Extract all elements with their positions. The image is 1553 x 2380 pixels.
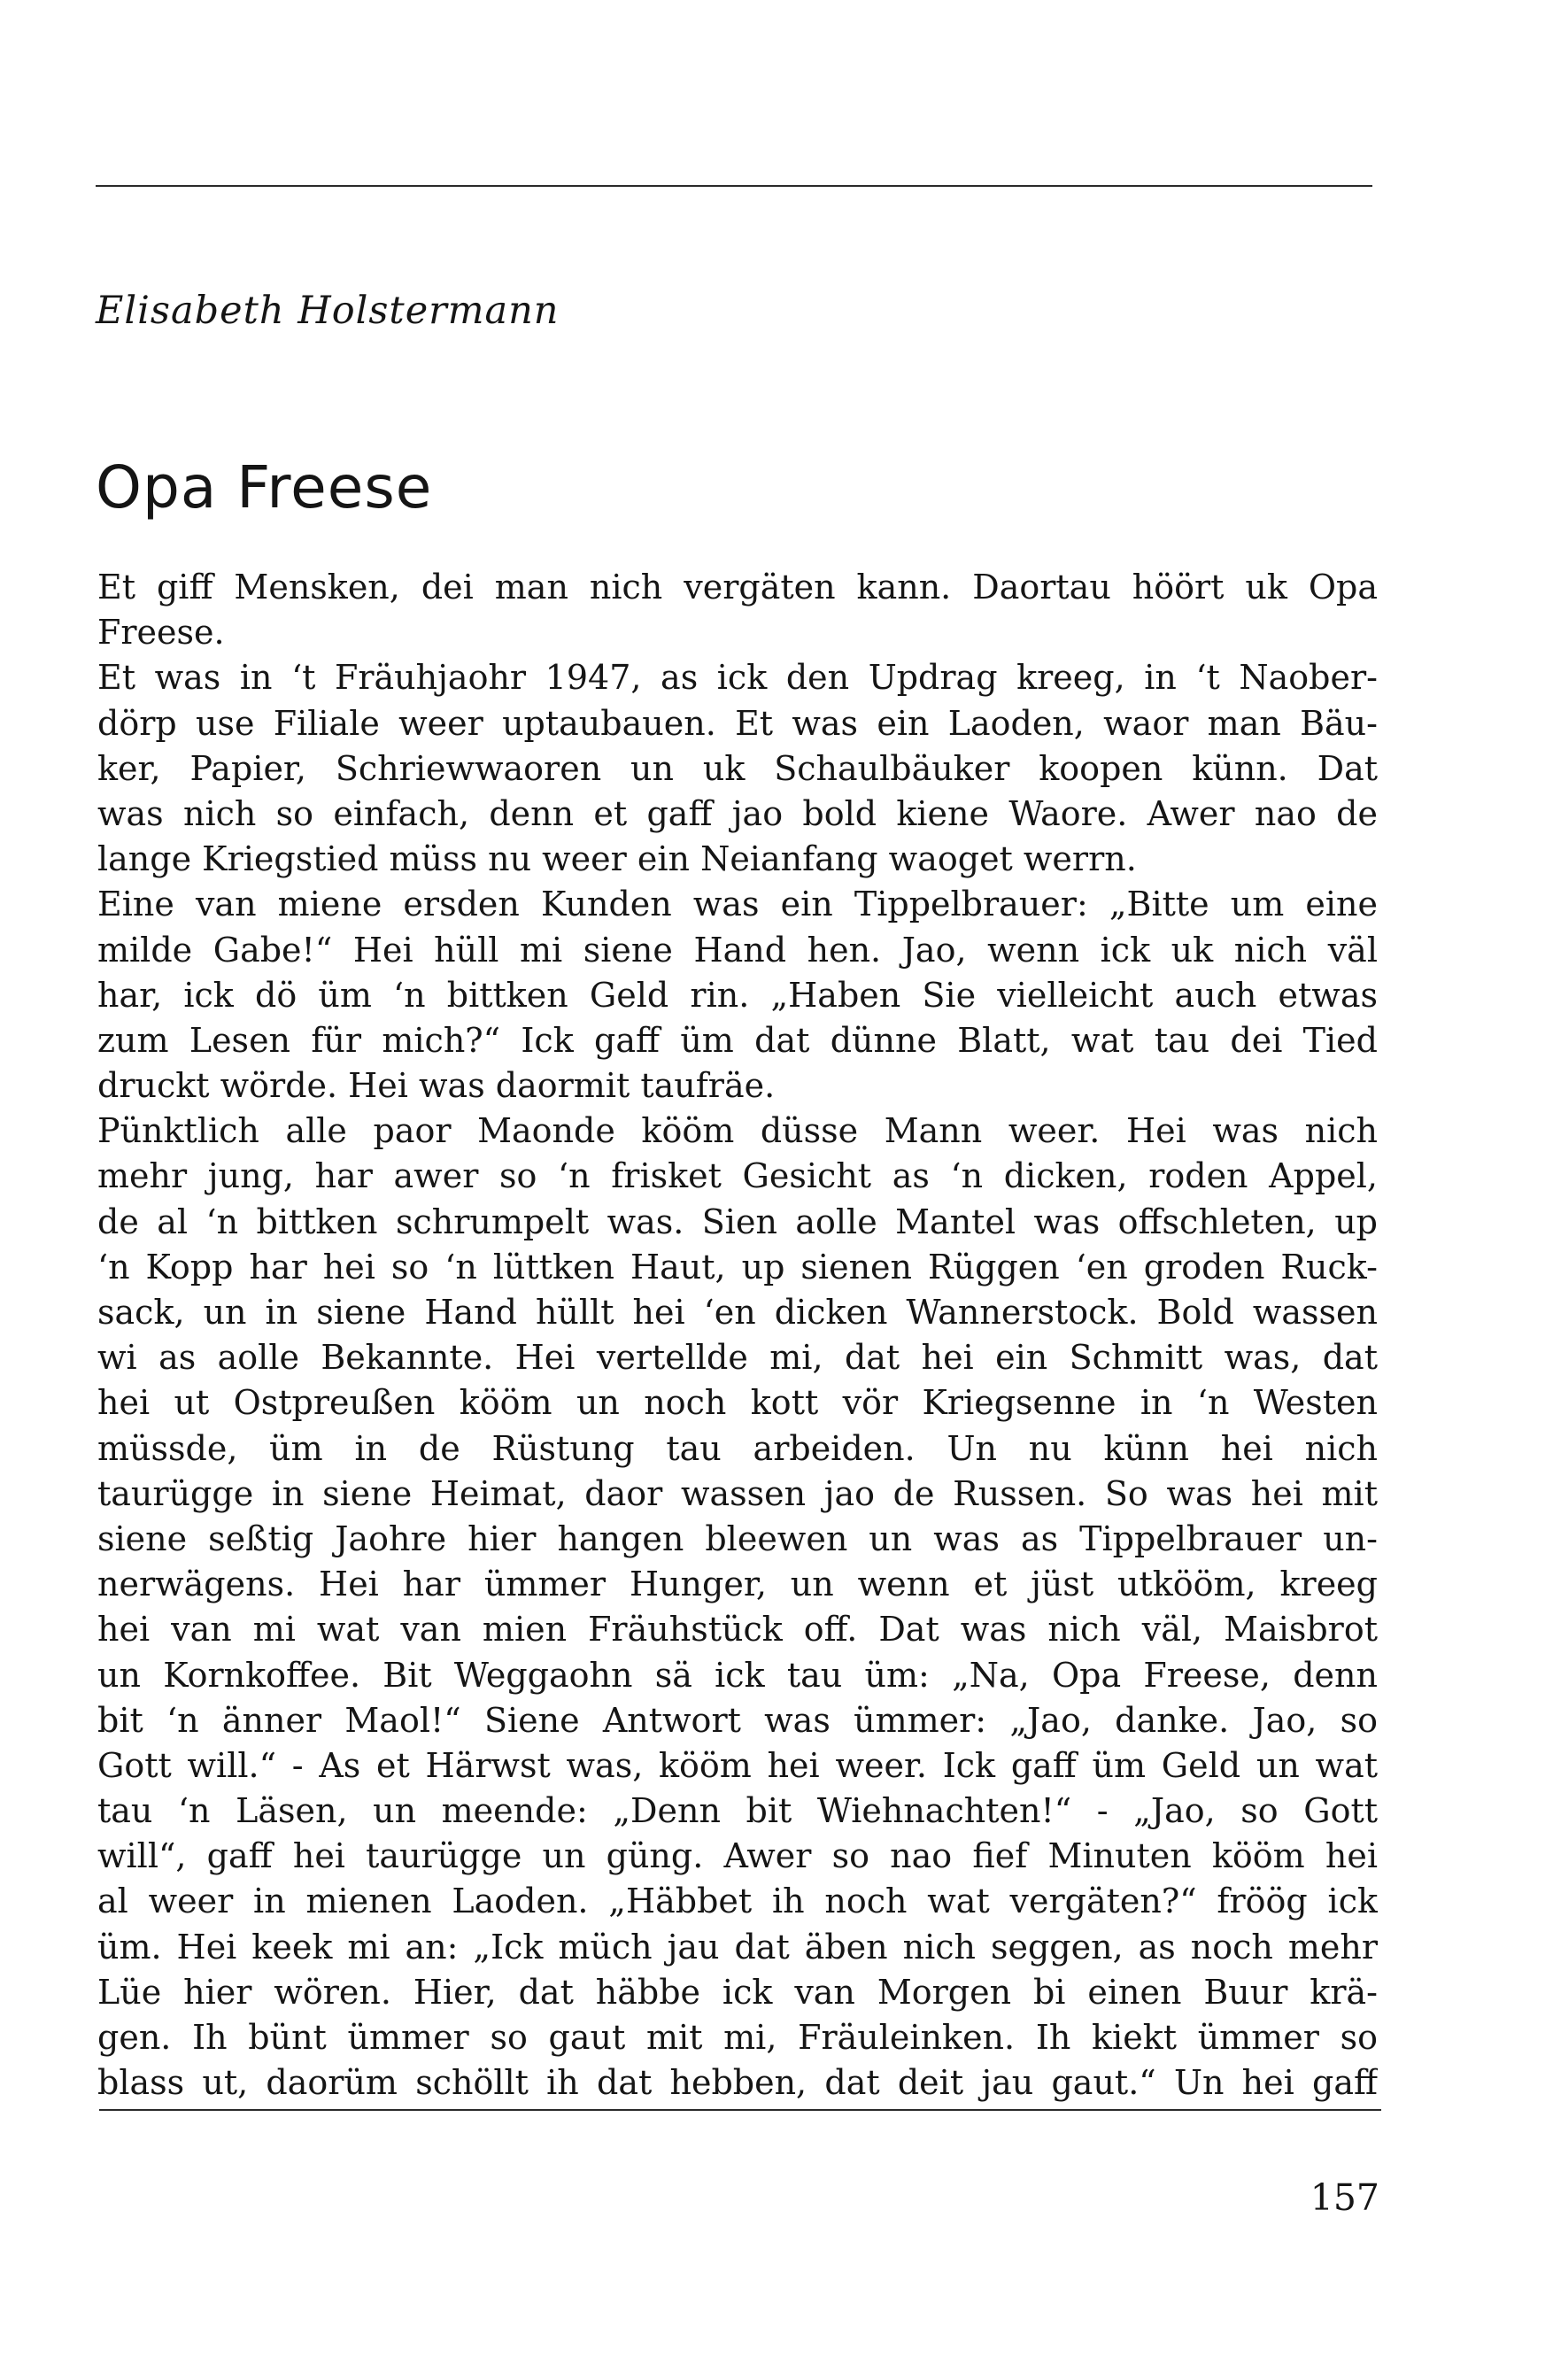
text-line: lange Kriegstied müss nu weer ein Neianfang waoget werrn. [97, 839, 1137, 879]
text-line: sack, un in siene Hand hüllt hei ‘en dicken Wannerstock. Bold wassen [97, 1293, 1378, 1332]
text-line: har, ick dö üm ‘n bittken Geld rin. „Haben Sie vielleicht auch etwas [97, 975, 1378, 1015]
text-line: hei ut Ostpreußen kööm un noch kott vör Kriegsenne in ‘n Westen [97, 1383, 1378, 1423]
text-line: Freese. [97, 613, 225, 653]
text-line: al weer in mienen Laoden. „Häbbet ih noch wat vergäten?“ fröög ick [97, 1882, 1378, 1921]
body-text [97, 565, 1378, 2106]
text-line: Lüe hier wören. Hier, dat häbbe ick van Morgen bi einen Buur krä- [97, 1972, 1378, 2012]
text-line: will“, gaff hei taurügge un güng. Awer so nao fief Minuten kööm hei [97, 1836, 1378, 1876]
text-line: taurügge in siene Heimat, daor wassen jao de Russen. So was hei mit [97, 1473, 1378, 1513]
text-line: Et giff Mensken, dei man nich vergäten kann. Daortau höört uk Opa [97, 568, 1378, 607]
text-line: gen. Ih bünt ümmer so gaut mit mi, Fräuleinken. Ih kiekt ümmer so [97, 2018, 1378, 2057]
text-line: Eine van miene ersden Kunden was ein Tippelbrauer: „Bitte um eine [97, 885, 1378, 924]
top-rule [96, 185, 1372, 187]
text-line: siene seßtig Jaohre hier hangen bleewen un was as Tippelbrauer un- [97, 1518, 1378, 1558]
author-name: Elisabeth Holstermann [96, 289, 560, 333]
text-line: blass ut, daorüm schöllt ih dat hebben, dat deit jau gaut.“ Un hei gaff [97, 2063, 1378, 2103]
text-line: nerwägens. Hei har ümmer Hunger, un wenn et jüst utkööm, kreeg [97, 1565, 1378, 1604]
text-line: was nich so einfach, denn et gaff jao bold kiene Waore. Awer nao de [97, 793, 1378, 833]
text-line: milde Gabe!“ Hei hüll mi siene Hand hen. Jao, wenn ick uk nich väl [97, 930, 1378, 970]
text-line: müssde, üm in de Rüstung tau arbeiden. Un nu künn hei nich [97, 1428, 1378, 1468]
text-line: üm. Hei keek mi an: „Ick müch jau dat äben nich seggen, as noch mehr [97, 1927, 1378, 1967]
text-line: Et was in ‘t Fräuhjaohr 1947, as ick den Updrag kreeg, in ‘t Naober- [97, 658, 1378, 698]
text-line: dörp use Filiale weer uptaubauen. Et was ein Laoden, waor man Bäu- [97, 703, 1378, 743]
chapter-title: Opa Freese [96, 453, 433, 522]
text-line: zum Lesen für mich?“ Ick gaff üm dat dünne Blatt, wat tau dei Tied [97, 1020, 1378, 1060]
text-line: wi as aolle Bekannte. Hei vertellde mi, dat hei ein Schmitt was, dat [97, 1338, 1378, 1378]
bottom-rule [99, 2109, 1381, 2111]
text-line: de al ‘n bittken schrumpelt was. Sien aolle Mantel was offschleten, up [97, 1202, 1378, 1241]
text-line: mehr jung, har awer so ‘n frisket Gesicht as ‘n dicken, roden Appel, [97, 1156, 1378, 1196]
page-number: 157 [1310, 2176, 1379, 2219]
text-line: bit ‘n änner Maol!“ Siene Antwort was ümmer: „Jao, danke. Jao, so [97, 1700, 1378, 1740]
text-line: ker, Papier, Schriewwaoren un uk Schaulbäuker koopen künn. Dat [97, 748, 1378, 788]
text-line: hei van mi wat van mien Fräuhstück off. Dat was nich väl, Maisbrot [97, 1610, 1378, 1650]
text-line: un Kornkoffee. Bit Weggaohn sä ick tau üm: „Na, Opa Freese, denn [97, 1655, 1378, 1695]
text-line: Pünktlich alle paor Maonde kööm düsse Mann weer. Hei was nich [97, 1111, 1378, 1151]
text-line: Gott will.“ - As et Härwst was, kööm hei weer. Ick gaff üm Geld un wat [97, 1745, 1378, 1785]
text-line: ‘n Kopp har hei so ‘n lüttken Haut, up sienen Rüggen ‘en groden Ruck- [97, 1247, 1378, 1287]
text-line: tau ‘n Läsen, un meende: „Denn bit Wiehnachten!“ - „Jao, so Gott [97, 1791, 1378, 1831]
text-line: druckt wörde. Hei was daormit taufräe. [97, 1066, 776, 1106]
